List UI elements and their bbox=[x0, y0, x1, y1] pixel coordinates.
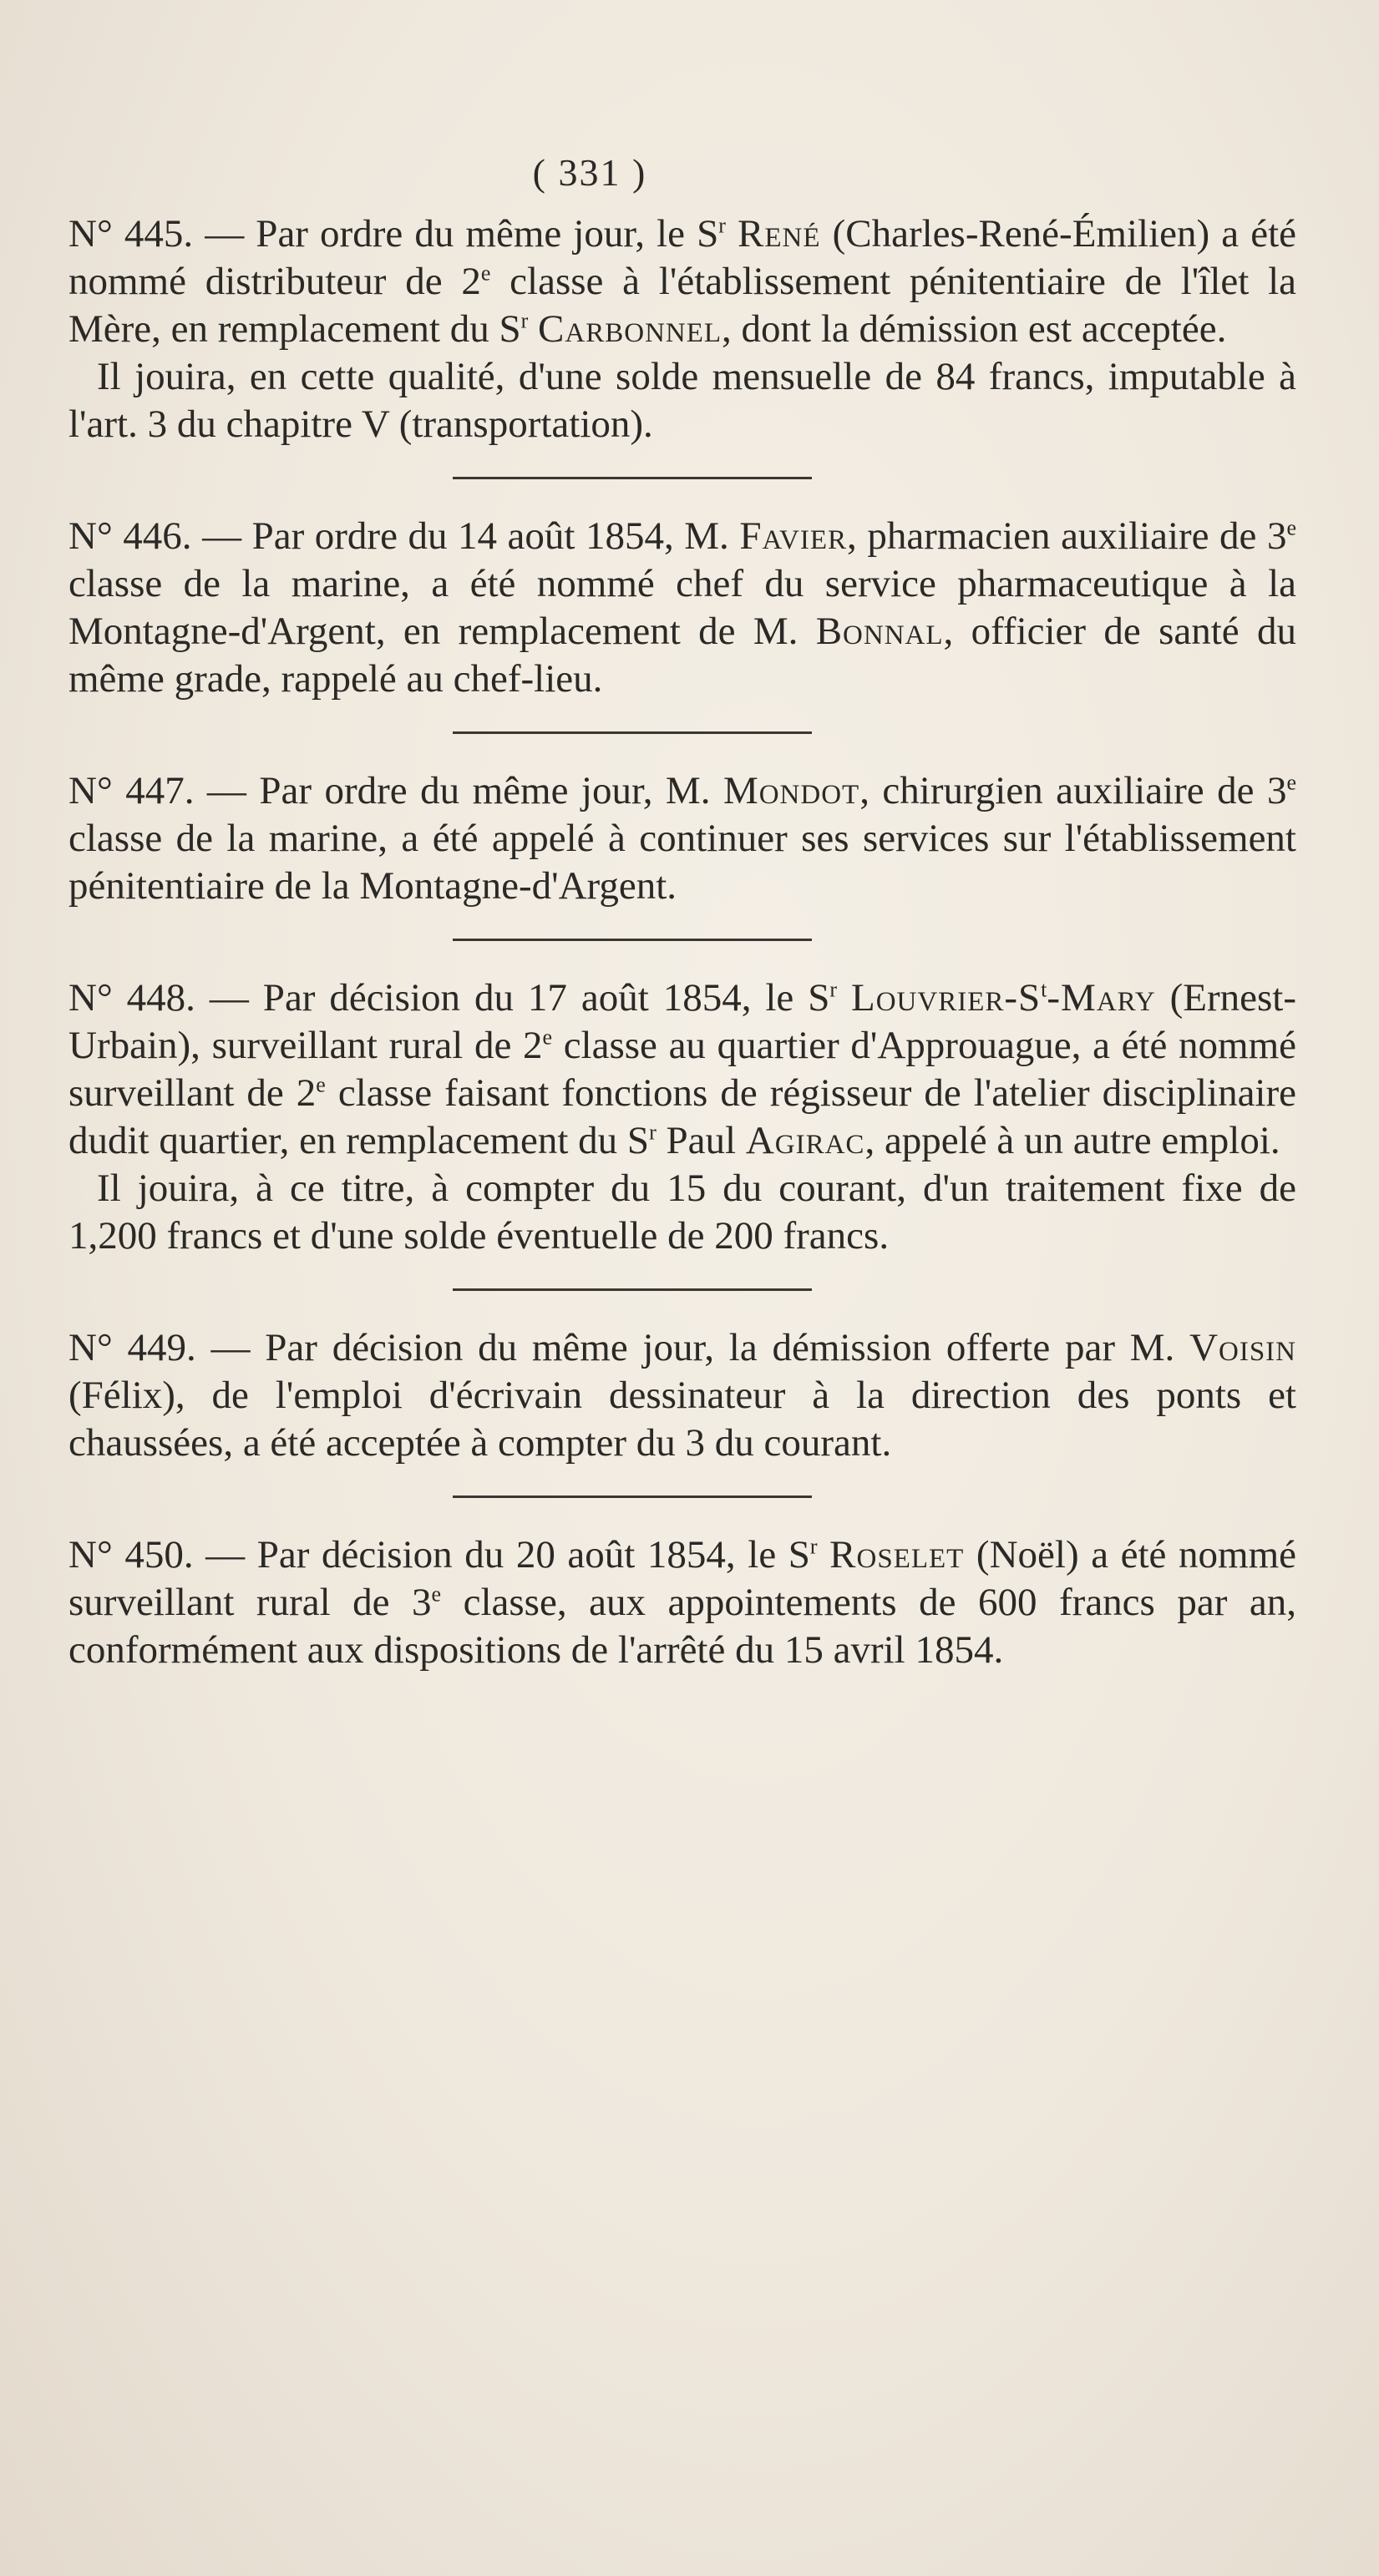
text-segment: — Par décision du 17 août 1854, le S bbox=[209, 976, 830, 1020]
text-segment: classe de la marine, a été appelé à continuer ses services sur l'établissement pénitentiaire de la Montagne-d'Argent. bbox=[68, 817, 1296, 908]
superscript: r bbox=[809, 1534, 818, 1559]
small-caps-name: -Mary bbox=[1047, 976, 1156, 1020]
text-segment: (Charles-René-Émilien) a été nommé distributeur de 2 bbox=[68, 212, 1296, 303]
text-segment: Il jouira, en cette qualité, d'une solde mensuelle de 84 francs, imputable à l'art. 3 du chapitre V (transportation). bbox=[68, 355, 1296, 446]
small-caps-name: Roselet bbox=[829, 1533, 965, 1576]
separator-rule bbox=[453, 1495, 812, 1498]
separator-rule bbox=[453, 477, 812, 479]
entry-paragraph bbox=[68, 1531, 1296, 1674]
superscript: t bbox=[1041, 977, 1047, 1002]
entry-number: N° 446. bbox=[68, 514, 192, 558]
text-segment: Paul bbox=[656, 1119, 746, 1162]
superscript: r bbox=[649, 1120, 657, 1145]
entry-paragraph bbox=[68, 210, 1296, 353]
entry-paragraph bbox=[68, 513, 1296, 703]
entry-continuation-paragraph bbox=[68, 1165, 1296, 1260]
separator-rule bbox=[453, 1288, 812, 1291]
entry-paragraph bbox=[68, 1324, 1296, 1467]
text-segment: (Noël) a été nommé surveillant rural de 3 bbox=[68, 1533, 1296, 1624]
text-segment bbox=[818, 1533, 830, 1576]
superscript: e bbox=[1286, 515, 1296, 540]
entry-2 bbox=[68, 513, 1296, 703]
text-segment: , chirurgien auxiliaire de 3 bbox=[859, 769, 1287, 812]
entry-number: N° 448. bbox=[68, 976, 195, 1020]
page-number: ( 331 ) bbox=[532, 151, 647, 194]
entry-number: N° 447. bbox=[68, 769, 195, 812]
entry-paragraph bbox=[68, 974, 1296, 1165]
small-caps-name: Mondot bbox=[722, 769, 860, 812]
superscript: e bbox=[316, 1072, 326, 1097]
entry-5 bbox=[68, 1324, 1296, 1467]
text-segment: classe de la marine, a été nommé chef du service pharmaceutique à la Montagne-d'Argent, en remplacement de M. bbox=[68, 562, 1296, 653]
small-caps-name: Louvrier-S bbox=[850, 976, 1042, 1020]
entry-number: N° 449. bbox=[68, 1326, 196, 1369]
small-caps-name: Carbonnel bbox=[538, 307, 722, 351]
small-caps-name: Agirac bbox=[745, 1119, 865, 1162]
superscript: e bbox=[542, 1025, 553, 1050]
text-segment: classe faisant fonctions de régisseur de l'atelier disciplinaire dudit quartier, en remplacement du S bbox=[68, 1071, 1296, 1162]
text-segment bbox=[528, 307, 538, 351]
small-caps-name: René bbox=[738, 212, 821, 256]
entry-3 bbox=[68, 767, 1296, 910]
superscript: r bbox=[520, 308, 529, 333]
text-segment: classe, aux appointements de 600 francs par an, conformément aux dispositions de l'arrêté du 15 avril 1854. bbox=[68, 1581, 1296, 1672]
entry-number: N° 445. bbox=[68, 212, 194, 256]
entry-6 bbox=[68, 1531, 1296, 1674]
separator-rule bbox=[453, 939, 812, 941]
text-segment bbox=[837, 976, 851, 1020]
superscript: e bbox=[431, 1582, 442, 1607]
small-caps-name: Bonnal bbox=[815, 610, 944, 653]
text-segment: , dont la démission est acceptée. bbox=[722, 307, 1227, 351]
text-segment: — Par décision du 20 août 1854, le S bbox=[205, 1533, 810, 1576]
separator-rule bbox=[453, 731, 812, 734]
superscript: e bbox=[1286, 770, 1296, 795]
entry-4 bbox=[68, 974, 1296, 1260]
superscript: r bbox=[829, 977, 838, 1002]
small-caps-name: Favier bbox=[739, 514, 848, 558]
superscript: r bbox=[718, 213, 726, 238]
superscript: e bbox=[480, 261, 491, 286]
text-segment: — Par ordre du même jour, M. bbox=[206, 769, 723, 812]
text-segment: — Par ordre du même jour, le S bbox=[205, 212, 719, 256]
text-segment: (Félix), de l'emploi d'écrivain dessinateur à la direction des ponts et chaussées, a été acceptée à compter du 3 du courant. bbox=[68, 1374, 1296, 1465]
text-segment: classe au quartier d'Approuague, a été nommé surveillant de 2 bbox=[68, 1024, 1296, 1115]
document-body bbox=[68, 210, 1296, 1674]
text-segment: , pharmacien auxiliaire de 3 bbox=[847, 514, 1287, 558]
text-segment: , officier de santé du même grade, rappelé au chef-lieu. bbox=[68, 610, 1296, 701]
text-segment: Il jouira, à ce titre, à compter du 15 du courant, d'un traitement fixe de 1,200 francs et d'une solde éventuelle de 200 francs. bbox=[68, 1167, 1296, 1258]
text-segment: classe à l'établissement pénitentiaire de l'îlet la Mère, en remplacement du S bbox=[68, 260, 1296, 351]
text-segment: , appelé à un autre emploi. bbox=[864, 1119, 1280, 1162]
entry-1 bbox=[68, 210, 1296, 448]
entry-paragraph bbox=[68, 767, 1296, 910]
text-segment: (Ernest-Urbain), surveillant rural de 2 bbox=[68, 976, 1296, 1067]
small-caps-name: Voisin bbox=[1189, 1326, 1296, 1369]
text-segment: — Par ordre du 14 août 1854, M. bbox=[202, 514, 740, 558]
text-segment bbox=[726, 212, 738, 256]
entry-number: N° 450. bbox=[68, 1533, 194, 1576]
text-segment: — Par décision du même jour, la démission offerte par M. bbox=[210, 1326, 1190, 1369]
entry-continuation-paragraph bbox=[68, 353, 1296, 448]
